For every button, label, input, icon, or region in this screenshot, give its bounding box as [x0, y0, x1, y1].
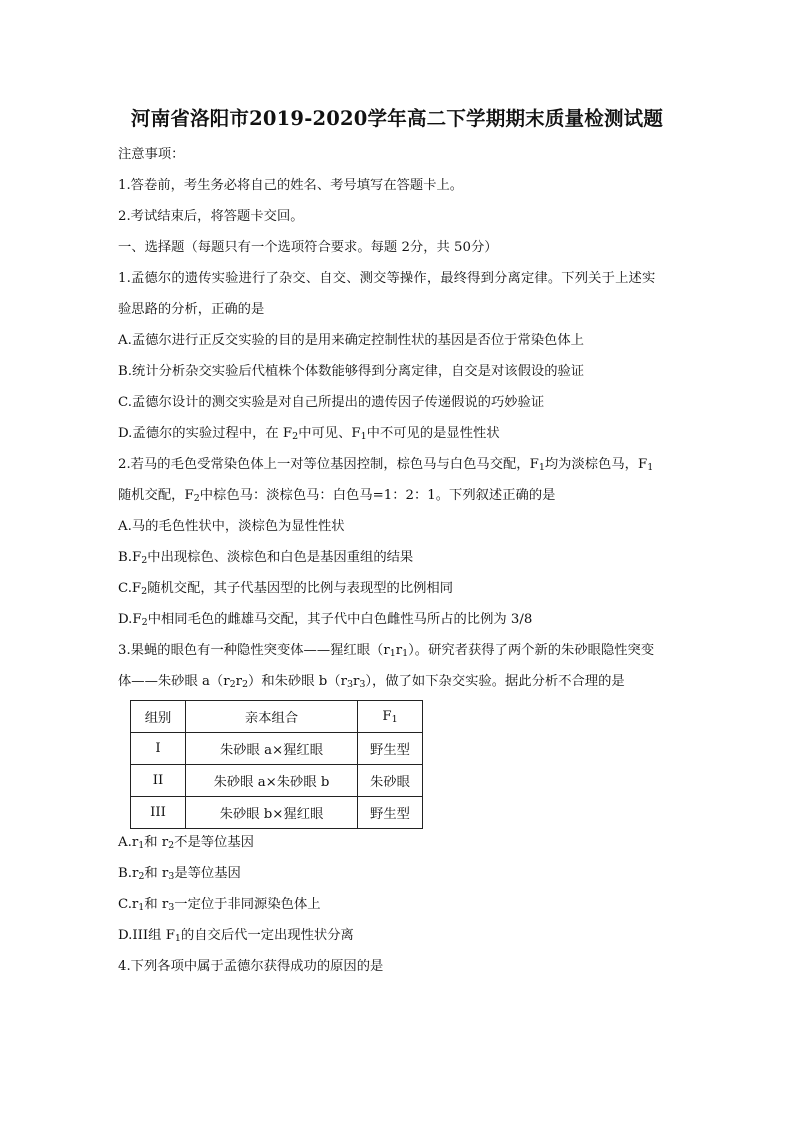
q2-option-b — [118, 549, 413, 570]
q3-b-text: 和 r — [144, 866, 169, 881]
q3-text: r — [235, 674, 242, 689]
q1-option-a: A.孟德尔进行正反交实验的目的是用来确定控制性状的基因是否位于常染色体上 — [118, 333, 584, 348]
q3-c-text: 一定位于非同源染色体上 — [174, 897, 321, 912]
section-heading: 一、选择题（每题只有一个选项符合要求。每题 2分，共 50分） — [118, 240, 498, 255]
subscript: 3 — [346, 679, 353, 690]
q3-stem-line2 — [118, 673, 625, 694]
q3-text: 3.果蝇的眼色有一种隐性突变体——猩红眼（r — [118, 643, 390, 658]
table-cell: 野生型 — [358, 733, 423, 765]
subscript: 2 — [141, 617, 148, 628]
q2-stem-line2 — [118, 487, 555, 508]
q2-text: 均为淡棕色马，F — [544, 457, 648, 472]
q3-text: ）。研究者获得了两个新的朱砂眼隐性突变 — [408, 643, 655, 658]
q3-text: r — [395, 643, 403, 658]
q3-c-text: C.r — [118, 897, 139, 912]
subscript: 2 — [168, 840, 175, 851]
subscript: 3 — [168, 902, 175, 913]
table-cell: 朱砂眼 b×猩红眼 — [186, 797, 358, 829]
subscript: 2 — [292, 431, 299, 442]
table-cell: I — [131, 733, 186, 765]
q2-c-text: 随机交配，其子代基因型的比例与表现型的比例相同 — [147, 581, 454, 596]
table-cell: 朱砂眼 a×猩红眼 — [186, 733, 358, 765]
q1-d-text: D.孟德尔的实验过程中，在 F — [118, 426, 293, 441]
subscript: 2 — [242, 679, 249, 690]
q3-text: 体——朱砂眼 a（r — [118, 674, 230, 689]
subscript: 1 — [402, 648, 409, 659]
q2-option-a: A.马的毛色性状中，淡棕色为显性性状 — [118, 519, 345, 534]
q3-option-b — [118, 865, 241, 886]
subscript: 2 — [193, 493, 200, 504]
q3-text: r — [352, 674, 360, 689]
note-item-2: 2.考试结束后，将答题卡交回。 — [118, 209, 304, 224]
q3-option-a — [118, 834, 254, 855]
q3-a-text: 和 r — [144, 835, 169, 850]
subscript: 3 — [168, 871, 175, 882]
q3-stem-line1 — [118, 642, 654, 663]
q2-text: 中棕色马：淡棕色马：白色马=1：2：1。下列叙述正确的是 — [199, 488, 556, 503]
subscript: 2 — [141, 555, 148, 566]
table-cell: 野生型 — [358, 797, 423, 829]
q3-a-text: 不是等位基因 — [174, 835, 254, 850]
subscript: 1 — [647, 462, 654, 473]
subscript: 1 — [391, 713, 398, 725]
subscript: 1 — [174, 933, 181, 944]
table-cell: 朱砂眼 a×朱砂眼 b — [186, 765, 358, 797]
subscript: 1 — [138, 902, 145, 913]
header-f1 — [358, 701, 423, 733]
q3-b-text: B.r — [118, 866, 139, 881]
header-group: 组别 — [131, 701, 186, 733]
exam-title: 河南省洛阳市2019-2020学年高二下学期期末质量检测试题 — [130, 107, 664, 130]
table-cell: II — [131, 765, 186, 797]
subscript: 1 — [138, 840, 145, 851]
q1-option-c: C.孟德尔设计的测交实验是对自己所提出的遗传因子传递假说的巧妙验证 — [118, 395, 545, 410]
q3-b-text: 是等位基因 — [174, 866, 241, 881]
q3-d-text: 的自交后代一定出现性状分离 — [180, 928, 354, 943]
q2-option-d — [118, 611, 532, 632]
q2-c-text: C.F — [118, 581, 142, 596]
q2-option-c — [118, 580, 453, 601]
q2-text: 2.若马的毛色受常染色体上一对等位基因控制，棕色马与白色马交配，F — [118, 457, 539, 472]
table-cell: III — [131, 797, 186, 829]
q1-stem-line2: 验思路的分析，正确的是 — [118, 302, 265, 317]
subscript: 1 — [360, 431, 367, 442]
q2-d-text: 中相同毛色的雌雄马交配，其子代中白色雌性马所占的比例为 3/8 — [147, 612, 533, 627]
q3-text: ）和朱砂眼 b（r — [248, 674, 347, 689]
q2-b-text: B.F — [118, 550, 142, 565]
table-row — [131, 765, 423, 797]
q1-stem-line1: 1.孟德尔的遗传实验进行了杂交、自交、测交等操作，最终得到分离定律。下列关于上述实 — [118, 271, 656, 286]
q4-stem: 4.下列各项中属于孟德尔获得成功的原因的是 — [118, 959, 384, 974]
subscript: 2 — [141, 586, 148, 597]
q1-d-text: 中可见、F — [298, 426, 361, 441]
q3-c-text: 和 r — [144, 897, 169, 912]
note-item-1: 1.答卷前，考生务必将自己的姓名、考号填写在答题卡上。 — [118, 178, 464, 193]
q3-a-text: A.r — [118, 835, 139, 850]
subscript: 2 — [229, 679, 236, 690]
subscript: 1 — [538, 462, 545, 473]
header-parents: 亲本组合 — [186, 701, 358, 733]
subscript: 2 — [138, 871, 145, 882]
q3-option-c — [118, 896, 321, 917]
q2-d-text: D.F — [118, 612, 142, 627]
q1-option-d — [118, 425, 500, 446]
cross-experiment-table — [130, 700, 423, 829]
q3-option-d — [118, 927, 354, 948]
table-cell: 朱砂眼 — [358, 765, 423, 797]
subscript: 3 — [359, 679, 366, 690]
q2-stem-line1 — [118, 456, 653, 477]
q3-d-text: D.III组 F — [118, 928, 175, 943]
table-row — [131, 797, 423, 829]
q2-b-text: 中出现棕色、淡棕色和白色是基因重组的结果 — [147, 550, 414, 565]
q3-text: ），做了如下杂交实验。据此分析不合理的是 — [365, 674, 625, 689]
header-f1-text: F — [382, 708, 392, 724]
q1-option-b: B.统计分析杂交实验后代植株个体数能够得到分离定律，自交是对该假设的验证 — [118, 364, 585, 379]
subscript: 1 — [389, 648, 396, 659]
table-header-row — [131, 701, 423, 733]
table-row — [131, 733, 423, 765]
q1-d-text: 中不可见的是显性性状 — [366, 426, 500, 441]
q2-text: 随机交配，F — [118, 488, 194, 503]
notes-heading: 注意事项： — [118, 147, 185, 162]
